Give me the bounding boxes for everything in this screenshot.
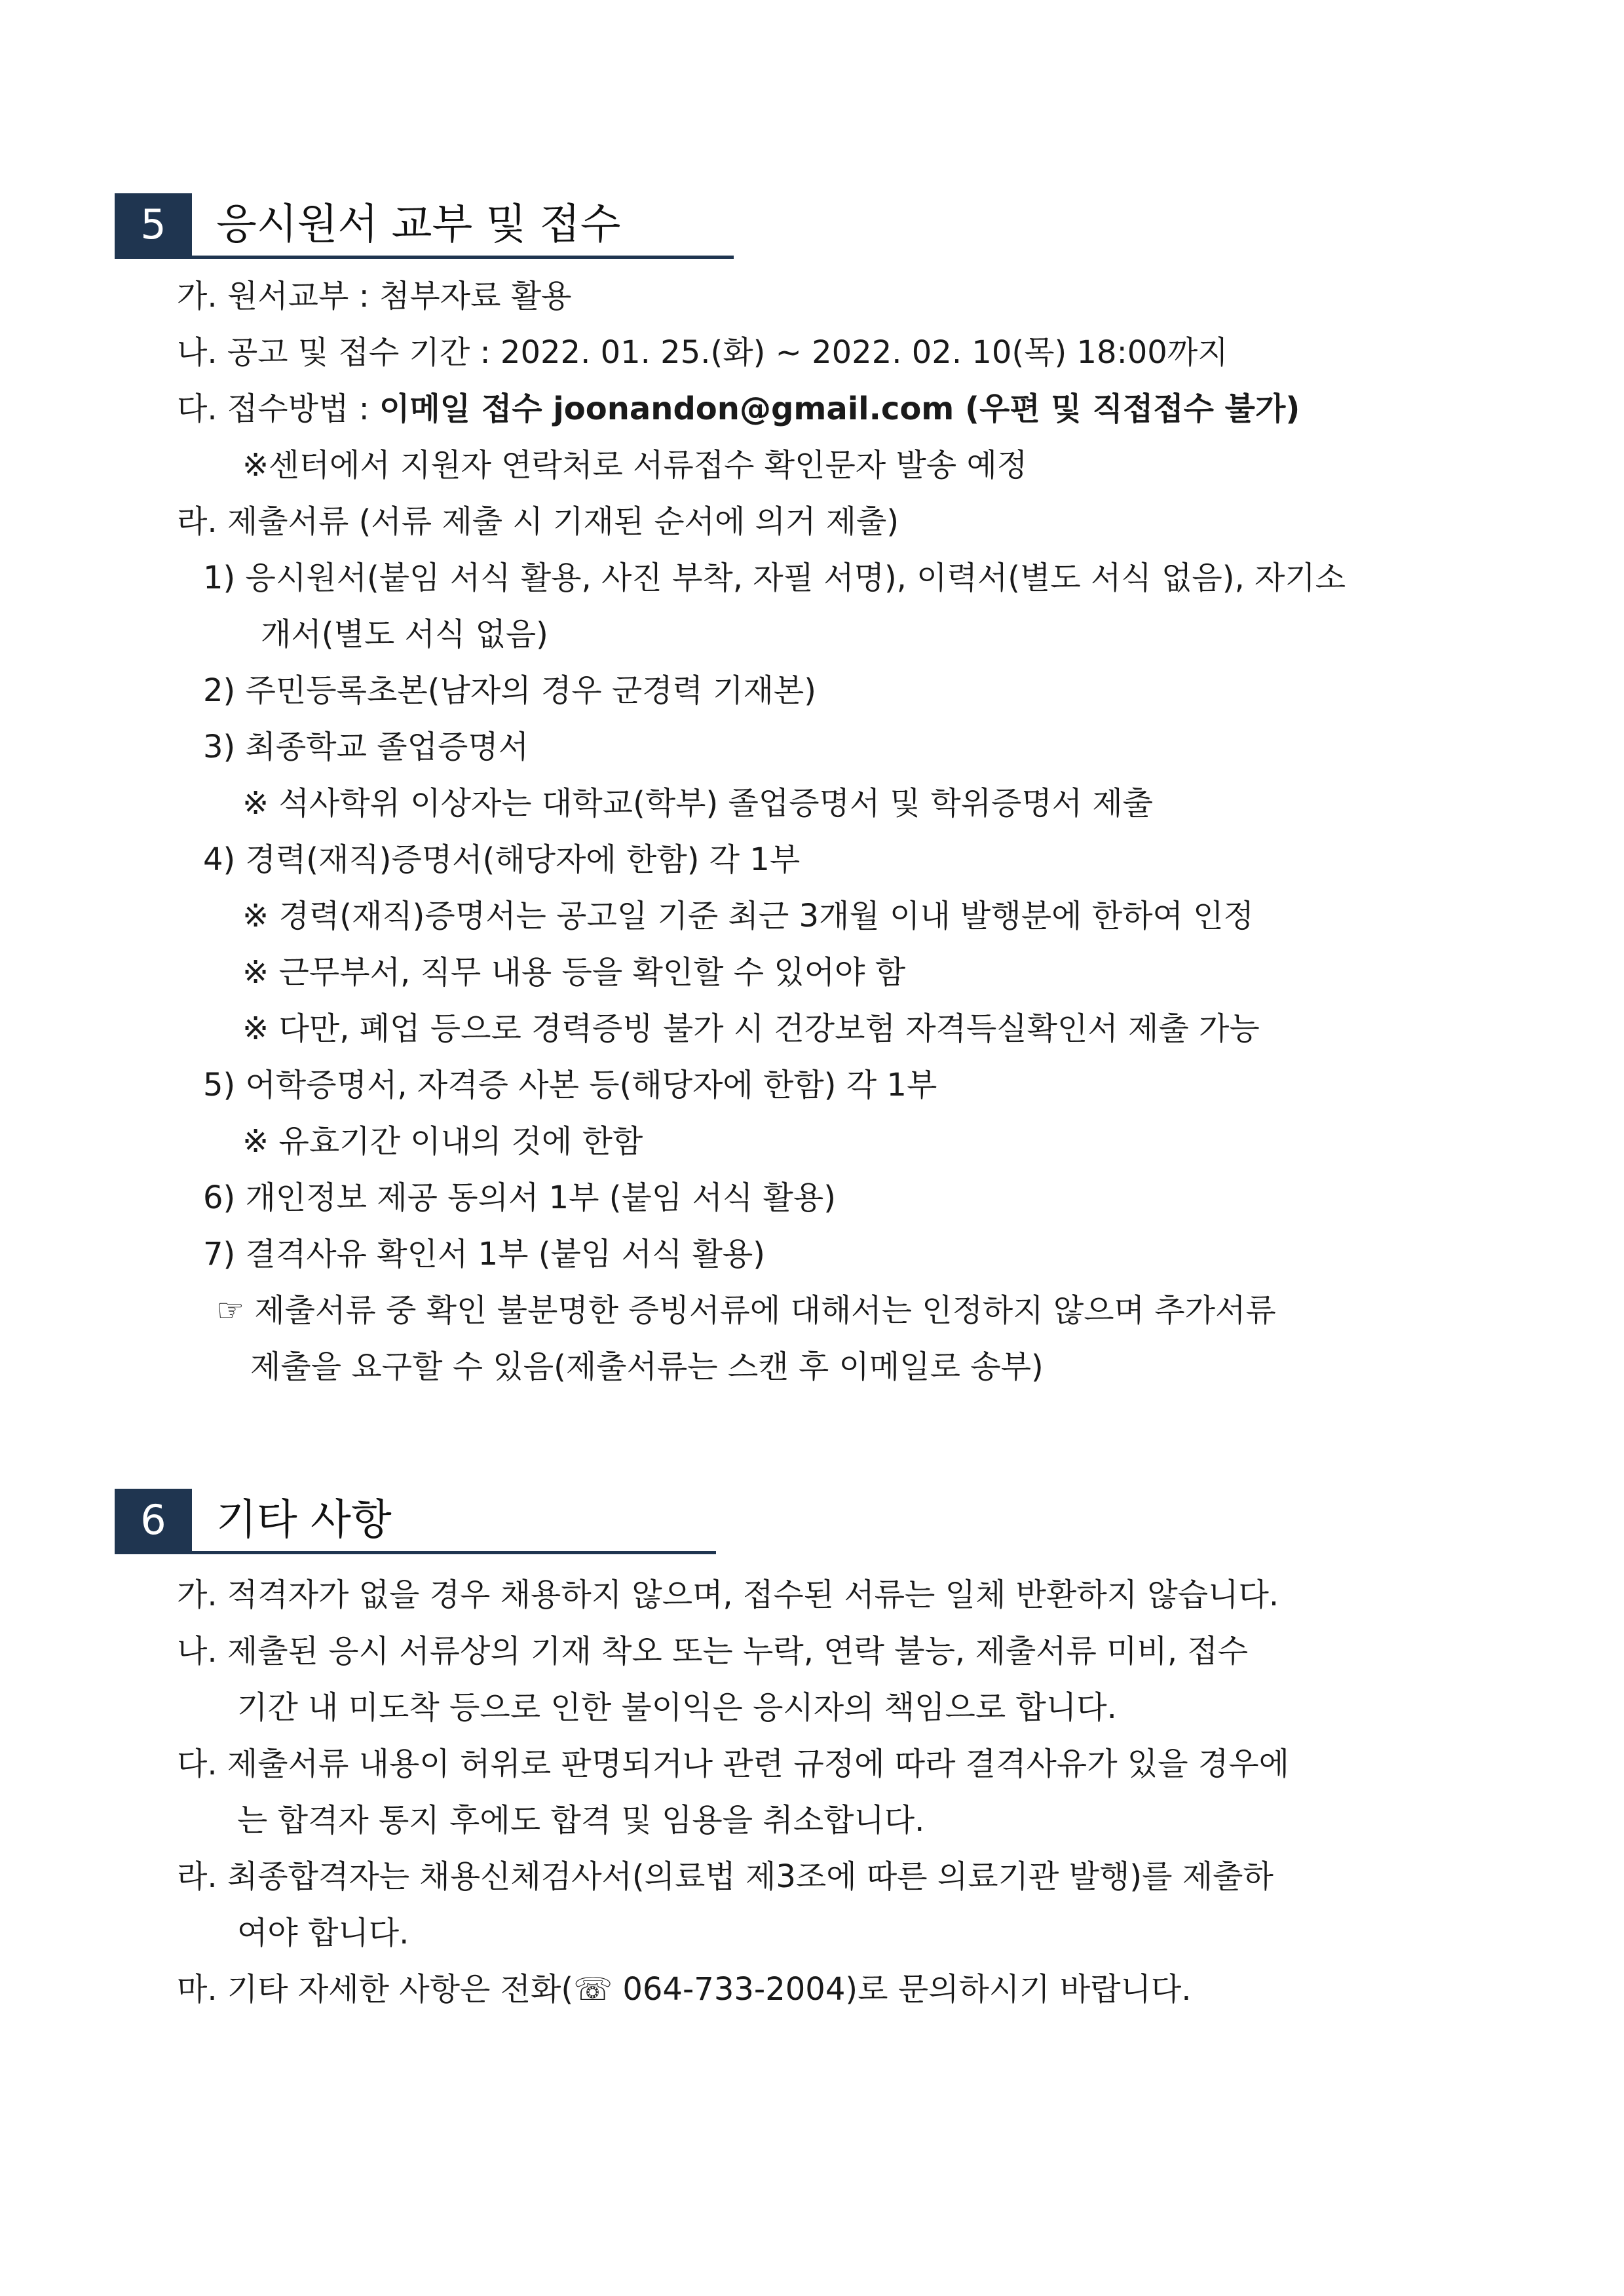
s5-item-3-note: ※ 석사학위 이상자는 대학교(학부) 졸업증명서 및 학위증명서 제출 xyxy=(242,785,1154,822)
s5-line-notice-sms: ※센터에서 지원자 연락처로 서류접수 확인문자 발송 예정 xyxy=(242,447,1028,484)
s6-line-ma: 마. 기타 자세한 사항은 전화(☏ 064-733-2004)로 문의하시기 바랍니다. xyxy=(177,1971,1192,2008)
s5-item-1: 1) 응시원서(붙임 서식 활용, 사진 부착, 자필 서명), 이력서(별도 서식 없음), 자기소 xyxy=(203,560,1346,596)
s5-item-4: 4) 경력(재직)증명서(해당자에 한함) 각 1부 xyxy=(203,841,801,878)
section-5-title: 응시원서 교부 및 접수 xyxy=(216,201,621,249)
section-5-underline xyxy=(115,256,734,259)
section-5-header xyxy=(115,193,734,256)
s6-line-na: 나. 제출된 응시 서류상의 기재 착오 또는 누락, 연락 불능, 제출서류 미비, 접수 xyxy=(177,1633,1249,1670)
s5-method-email: 이메일 접수 joonandon@gmail.com (우편 및 직접접수 불가) xyxy=(379,391,1300,427)
s5-pointer-note: ☞ 제출서류 중 확인 불분명한 증빙서류에 대해서는 인정하지 않으며 추가서류 xyxy=(216,1292,1276,1329)
s5-item-4-note-1: ※ 경력(재직)증명서는 공고일 기준 최근 3개월 이내 발행분에 한하여 인정 xyxy=(242,898,1254,934)
s6-line-na-cont: 기간 내 미도착 등으로 인한 불이익은 응시자의 책임으로 합니다. xyxy=(237,1689,1117,1726)
s5-item-4-note-3: ※ 다만, 폐업 등으로 경력증빙 불가 시 건강보험 자격득실확인서 제출 가능 xyxy=(242,1010,1260,1047)
s5-item-1-cont: 개서(별도 서식 없음) xyxy=(261,616,548,653)
section-5-number: 5 xyxy=(115,193,192,256)
s6-line-ra: 라. 최종합격자는 채용신체검사서(의료법 제3조에 따른 의료기관 발행)를 제출하 xyxy=(177,1858,1274,1895)
s5-item-7: 7) 결격사유 확인서 1부 (붙임 서식 활용) xyxy=(203,1236,765,1272)
s6-line-ra-cont: 여야 합니다. xyxy=(237,1915,409,1951)
section-6-header xyxy=(115,1489,716,1552)
s5-line-ra: 라. 제출서류 (서류 제출 시 기재된 순서에 의거 제출) xyxy=(177,503,899,540)
s5-method-label: 다. 접수방법 : xyxy=(177,391,380,427)
s5-item-6: 6) 개인정보 제공 동의서 1부 (붙임 서식 활용) xyxy=(203,1179,836,1216)
s5-item-5-note: ※ 유효기간 이내의 것에 한함 xyxy=(242,1123,643,1160)
s5-item-3: 3) 최종학교 졸업증명서 xyxy=(203,729,529,765)
section-6-title: 기타 사항 xyxy=(216,1496,392,1544)
s5-item-2: 2) 주민등록초본(남자의 경우 군경력 기재본) xyxy=(203,672,817,709)
s5-item-5: 5) 어학증명서, 자격증 사본 등(해당자에 한함) 각 1부 xyxy=(203,1067,937,1103)
s5-item-4-note-2: ※ 근무부서, 직무 내용 등을 확인할 수 있어야 함 xyxy=(242,954,906,991)
s6-line-da-cont: 는 합격자 통지 후에도 합격 및 임용을 취소합니다. xyxy=(237,1802,925,1839)
s5-line-ga: 가. 원서교부 : 첨부자료 활용 xyxy=(177,278,572,315)
section-6-underline xyxy=(115,1551,716,1554)
s5-line-da xyxy=(177,389,1300,429)
s5-line-na: 나. 공고 및 접수 기간 : 2022. 01. 25.(화) ~ 2022. 02. 10(목) 18:00까지 xyxy=(177,334,1228,371)
s6-line-ga: 가. 적격자가 없을 경우 채용하지 않으며, 접수된 서류는 일체 반환하지 않습니다. xyxy=(177,1577,1279,1613)
s6-line-da: 다. 제출서류 내용이 허위로 판명되거나 관련 규정에 따라 결격사유가 있을 경우에 xyxy=(177,1746,1289,1782)
s5-pointer-note-cont: 제출을 요구할 수 있음(제출서류는 스캔 후 이메일로 송부) xyxy=(250,1349,1044,1385)
section-6-number: 6 xyxy=(115,1489,192,1552)
